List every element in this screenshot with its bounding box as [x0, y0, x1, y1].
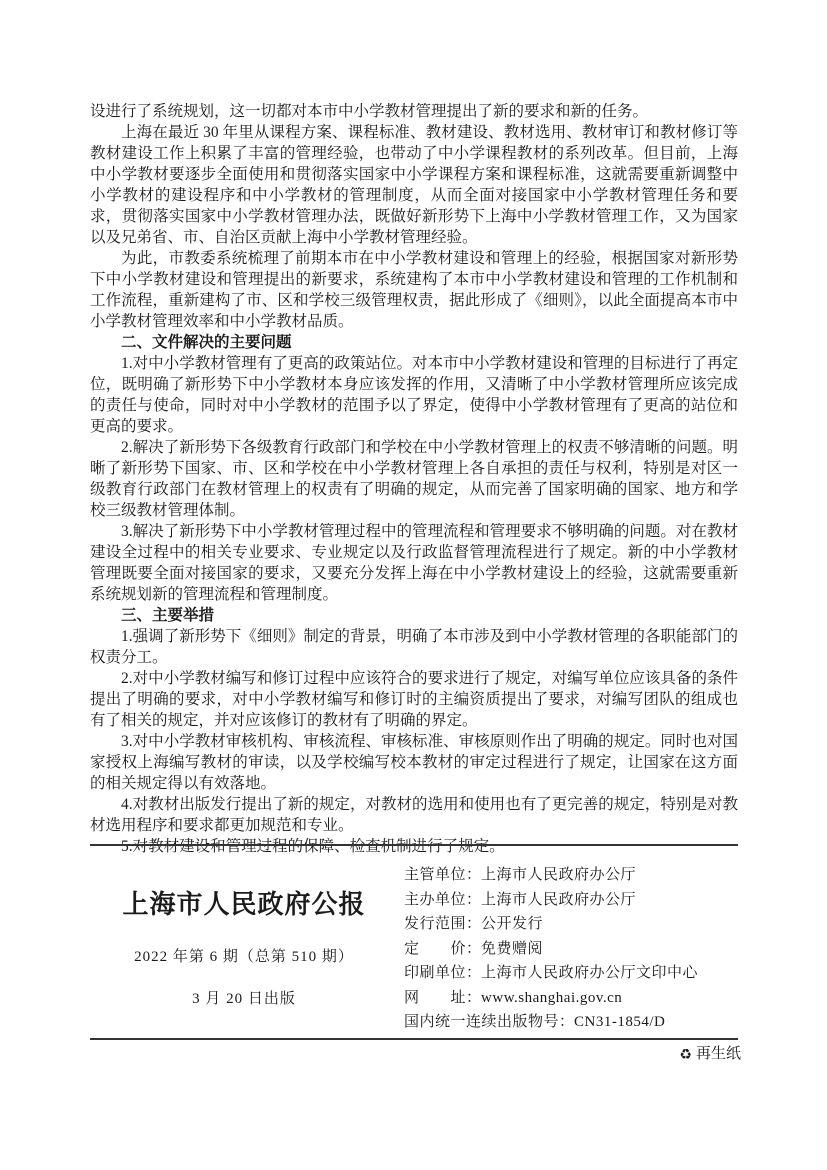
colophon-detail-value: 上海市人民政府办公厅: [481, 891, 637, 908]
section-heading: 二、文件解决的主要问题: [121, 334, 292, 351]
colophon-left-block: [90, 846, 398, 1038]
colophon-detail-label: 发行范围: [404, 916, 467, 932]
colophon-detail-value: CN31-1854/D: [574, 1014, 666, 1030]
colophon-detail-value: 免费赠阅: [481, 940, 544, 957]
body-paragraph: 为此，市教委系统梳理了前期本市在中小学教材建设和管理上的经验，根据国家对新形势下中小学教材建设和管理提出的新要求，系统建构了本市中小学教材建设和管理的工作机制和工作流程，重新建构了市、区和学校三级管理权责，据此形成了《细则》，以此全面提高本市中小学教材管理效率和中小学教材品质。: [90, 250, 738, 330]
colophon-detail-separator: ：: [466, 965, 482, 981]
colophon-detail-row: [404, 863, 738, 888]
colophon-details: [398, 846, 738, 1038]
body-paragraph: 1.对中小学教材管理有了更高的政策站位。对本市中小学教材建设和管理的目标进行了再定位，既明确了新形势下中小学教材本身应该发挥的作用，又清晰了中小学教材管理所应该完成的责任与使命，同时对中小学教材的范围予以了界定，使得中小学教材管理有了更高的站位和更高的要求。: [90, 355, 738, 435]
recycled-paper-mark: [679, 1045, 741, 1064]
gazette-issue-number: 2022 年第 6 期（总第 510 期）: [134, 949, 354, 965]
colophon-detail-row: [404, 888, 738, 913]
colophon-detail-separator: ：: [559, 1014, 575, 1030]
gazette-publish-date: 3 月 20 日出版: [192, 991, 296, 1007]
colophon-detail-separator: ：: [466, 989, 482, 1006]
colophon-detail-row: [404, 961, 738, 986]
body-paragraph: 3.解决了新形势下中小学教材管理过程中的管理流程和管理要求不够明确的问题。对在教材建设全过程中的相关专业要求、专业规定以及行政监督管理流程进行了规定。新的中小学教材管理既要全面对接国家的要求，又要充分发挥上海在中小学教材建设上的经验，这就需要重新系统规划新的管理流程和管理制度。: [90, 523, 738, 603]
colophon-detail-label: 国内统一连续出版物号: [404, 1014, 560, 1030]
colophon-detail-label: 主管单位: [404, 867, 467, 883]
recycled-paper-icon: ♻: [679, 1047, 692, 1063]
body-paragraph: 上海在最近 30 年里从课程方案、课程标准、教材建设、教材选用、教材审订和教材修订等教材建设工作上积累了丰富的管理经验，也带动了中小学课程教材的系列改革。但目前，上海中小学教材要逐步全面使用和贯彻落实国家中小学课程方案和课程标准，这就需要重新调整中小学教材的建设程序和中小学教材的管理制度，从而全面对接国家中小学教材管理任务和要求，贯彻落实国家中小学教材管理办法，既做好新形势下上海中小学教材管理工作，又为国家以及兄弟省、市、自治区贡献上海中小学教材管理经验。: [90, 124, 738, 246]
colophon-detail-row: [404, 912, 738, 937]
colophon-detail-label: 印刷单位: [404, 965, 467, 981]
body-paragraph: 2.对中小学教材编写和修订过程中应该符合的要求进行了规定，对编写单位应该具备的条件提出了明确的要求，对中小学教材编写和修订时的主编资质提出了要求，对编写团队的组成也有了相关的规定，并对应该修订的教材有了明确的界定。: [90, 670, 738, 729]
colophon-detail-row: [404, 986, 738, 1011]
colophon-detail-separator: ：: [466, 916, 482, 932]
recycled-paper-label: 再生纸: [695, 1046, 741, 1062]
body-paragraph: 1.强调了新形势下《细则》制定的背景，明确了本市涉及到中小学教材管理的各职能部门的权责分工。: [90, 628, 738, 666]
colophon-detail-label: 主办单位: [404, 891, 467, 908]
body-paragraph: 设进行了系统规划，这一切都对本市中小学教材管理提出了新的要求和新的任务。: [90, 103, 649, 120]
colophon-detail-value: 公开发行: [481, 916, 544, 932]
colophon-detail-value: 上海市人民政府办公厅文印中心: [481, 965, 699, 981]
colophon-detail-value: www.shanghai.gov.cn: [481, 989, 623, 1006]
colophon-detail-label: 定 价: [404, 940, 467, 957]
colophon-inner: [90, 846, 738, 1038]
body-paragraph: 3.对中小学教材审核机构、审核流程、审核标准、审核原则作出了明确的规定。同时也对国家授权上海编写教材的审读，以及学校编写校本教材的审定过程进行了规定，让国家在这方面的相关规定得以有效落地。: [90, 733, 738, 792]
colophon-detail-separator: ：: [466, 940, 482, 957]
body-paragraph: 2.解决了新形势下各级教育行政部门和学校在中小学教材管理上的权责不够清晰的问题。明晰了新形势下国家、市、区和学校在中小学教材管理上各自承担的责任与权利，特别是对区一级教育行政部门在教材管理上的权责有了明确的规定，从而完善了国家明确的国家、地方和学校三级教材管理体制。: [90, 439, 738, 519]
gazette-title: 上海市人民政府公报: [122, 890, 366, 919]
colophon: [90, 844, 738, 1040]
section-heading: 三、主要举措: [121, 607, 215, 624]
colophon-detail-row: [404, 937, 738, 962]
colophon-detail-value: 上海市人民政府办公厅: [481, 867, 637, 883]
colophon-detail-separator: ：: [466, 891, 482, 908]
colophon-detail-label: 网 址: [404, 989, 467, 1006]
body-paragraph: 4.对教材出版发行提出了新的规定，对教材的选用和使用也有了更完善的规定，特别是对教材选用程序和要求都更加规范和专业。: [90, 796, 738, 834]
colophon-detail-separator: ：: [466, 867, 482, 883]
body-paragraph: 5.对教材建设和管理过程的保障、检查机制进行了规定。: [121, 838, 505, 855]
colophon-detail-row: [404, 1010, 738, 1035]
document-body: [90, 101, 738, 857]
